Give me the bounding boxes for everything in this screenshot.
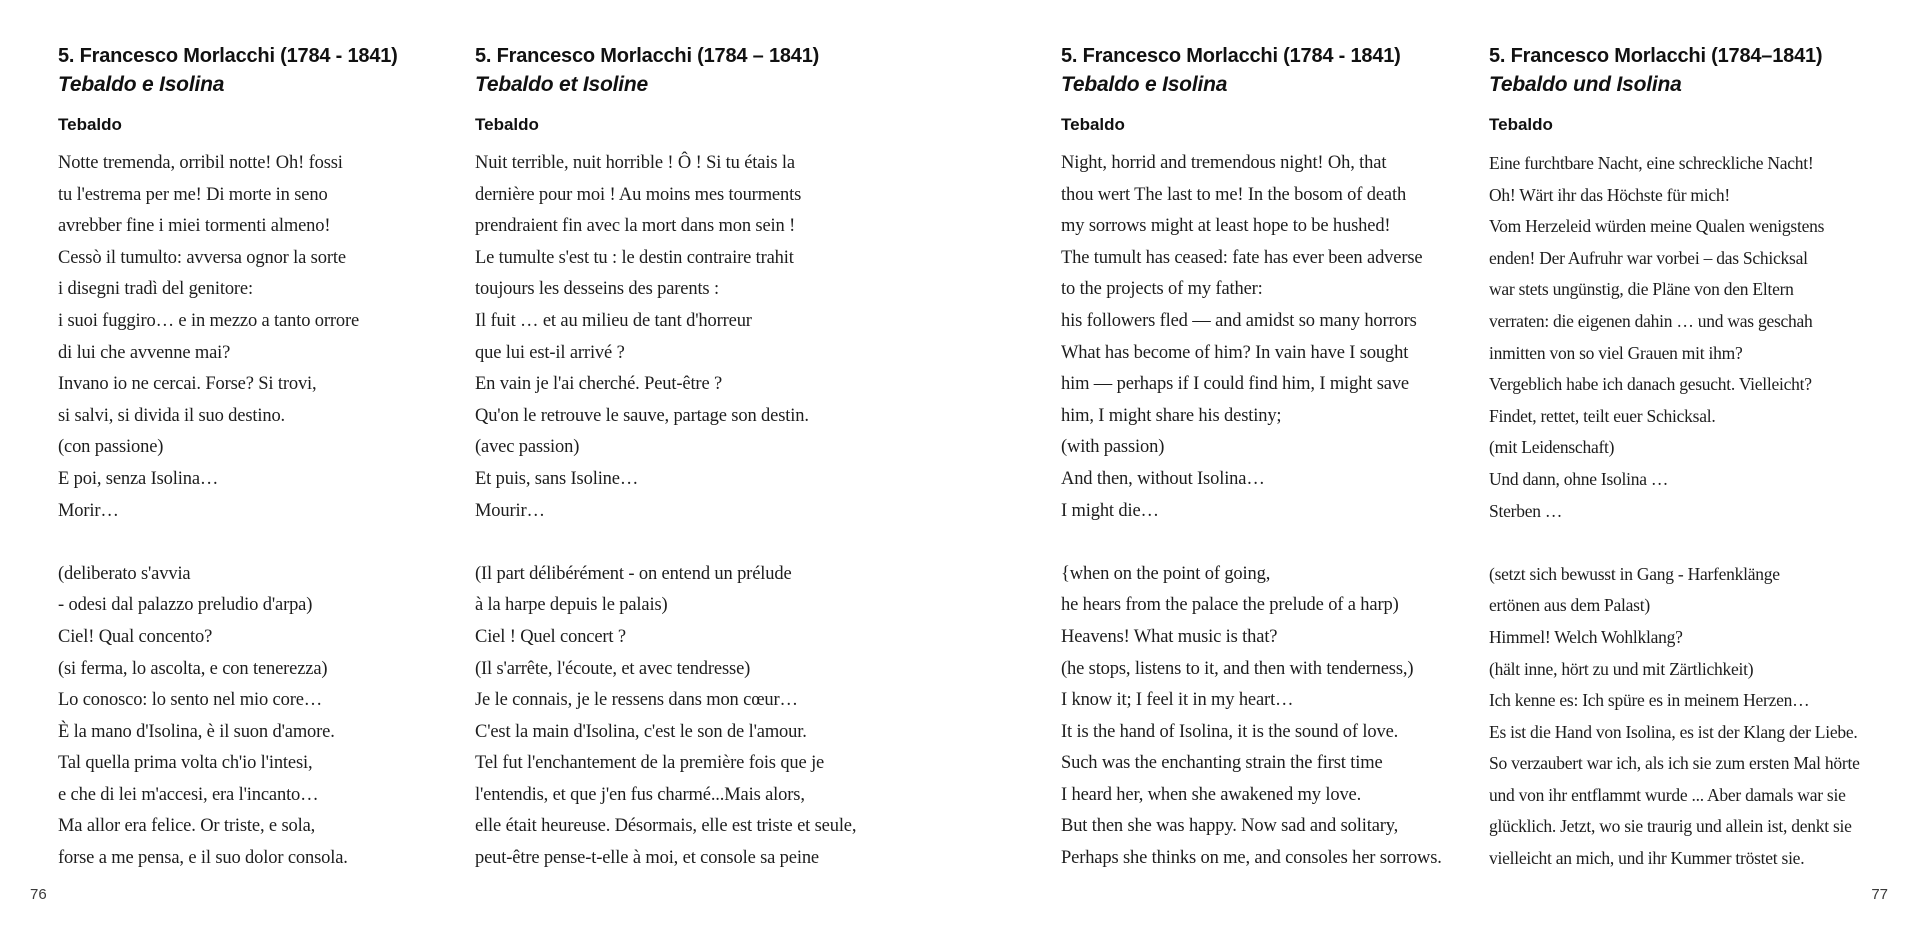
verse-line: i suoi fuggiro… e in mezzo a tanto orrore xyxy=(58,310,360,331)
composer-heading: 5. Francesco Morlacchi (1784 – 1841) xyxy=(475,45,820,67)
verse-line: (setzt sich bewusst in Gang - Harfenklänge xyxy=(1489,563,1780,584)
verse-line: forse a me pensa, e il suo dolor consola. xyxy=(58,848,348,869)
verse-line: he hears from the palace the prelude of a harp) xyxy=(1061,595,1399,616)
verse-line: si salvi, si divida il suo destino. xyxy=(58,405,286,426)
verse-line: di lui che avvenne mai? xyxy=(58,342,231,363)
stanza-spacer xyxy=(475,527,1061,559)
verse-line: my sorrows might at least hope to be hushed! xyxy=(1061,216,1391,237)
page-number-left: 76 xyxy=(30,886,47,903)
work-title: Tebaldo und Isolina xyxy=(1489,73,1682,96)
verse-line: Such was the enchanting strain the first time xyxy=(1061,753,1383,774)
verse-line: Findet, rettet, teilt euer Schicksal. xyxy=(1489,405,1716,426)
verse-line: Je le connais, je le ressens dans mon cœur… xyxy=(475,690,798,711)
stanza-2 xyxy=(475,559,1061,875)
composer-heading: 5. Francesco Morlacchi (1784 - 1841) xyxy=(58,45,398,67)
character-name: Tebaldo xyxy=(475,115,539,134)
verse-line: (con passione) xyxy=(58,437,164,458)
verse-line: I might die… xyxy=(1061,500,1159,521)
verse-line: I know it; I feel it in my heart… xyxy=(1061,690,1294,711)
verse-line: Morir… xyxy=(58,500,119,521)
verse-line: Heavens! What music is that? xyxy=(1061,626,1278,647)
verse-line: prendraient fin avec la mort dans mon sein ! xyxy=(475,216,796,237)
verse-line: Nuit terrible, nuit horrible ! Ô ! Si tu étais la xyxy=(475,153,795,173)
verse-line: tu l'estrema per me! Di morte in seno xyxy=(58,184,328,205)
verse-line: avrebber fine i miei tormenti almeno! xyxy=(58,216,331,237)
verse-line: glücklich. Jetzt, wo sie traurig und allein ist, denkt sie xyxy=(1489,816,1852,837)
verse-line: Himmel! Welch Wohlklang? xyxy=(1489,626,1683,647)
verse-line: (avec passion) xyxy=(475,437,580,458)
character-name: Tebaldo xyxy=(1061,115,1125,134)
verse-line: Il fuit … et au milieu de tant d'horreur xyxy=(475,310,752,331)
verse-line: So verzaubert war ich, als ich sie zum ersten Mal hörte xyxy=(1489,753,1860,774)
libretto-column-italian xyxy=(58,42,475,875)
verse-line: to the projects of my father: xyxy=(1061,279,1263,300)
verse-line: verraten: die eigenen dahin … und was geschah xyxy=(1489,310,1813,331)
stanza-2 xyxy=(1489,559,1901,875)
verse-line: Vom Herzeleid würden meine Qualen wenigstens xyxy=(1489,216,1825,237)
verse-line: Ma allor era felice. Or triste, e sola, xyxy=(58,816,316,837)
verse-line: und von ihr entflammt wurde ... Aber damals war sie xyxy=(1489,784,1846,805)
verse-line: Tal quella prima volta ch'io l'intesi, xyxy=(58,753,313,774)
verse-line: - odesi dal palazzo preludio d'arpa) xyxy=(58,595,313,616)
composer-heading: 5. Francesco Morlacchi (1784–1841) xyxy=(1489,45,1823,67)
verse-line: Oh! Wärt ihr das Höchste für mich! xyxy=(1489,184,1730,205)
verse-line: What has become of him? In vain have I sought xyxy=(1061,342,1409,363)
verse-line: {when on the point of going, xyxy=(1061,563,1271,584)
stanza-2 xyxy=(1061,559,1489,875)
work-title: Tebaldo e Isolina xyxy=(1061,73,1228,96)
verse-line: dernière pour moi ! Au moins mes tourments xyxy=(475,184,802,205)
work-title: Tebaldo et Isoline xyxy=(475,73,648,96)
verse-line: Ciel ! Quel concert ? xyxy=(475,626,626,647)
verse-line: (Il s'arrête, l'écoute, et avec tendresse) xyxy=(475,658,751,679)
verse-line: E poi, senza Isolina… xyxy=(58,468,219,489)
stanza-2 xyxy=(58,559,475,875)
verse-line: l'entendis, et que j'en fus charmé...Mais alors, xyxy=(475,784,805,805)
verse-line: Und dann, ohne Isolina … xyxy=(1489,468,1669,489)
stanza-1 xyxy=(58,148,475,527)
character-name: Tebaldo xyxy=(58,115,122,134)
verse-line: i disegni tradì del genitore: xyxy=(58,279,253,300)
verse-line: Cessò il tumulto: avversa ognor la sorte xyxy=(58,247,346,268)
character-name: Tebaldo xyxy=(1489,115,1553,134)
verse-line: (si ferma, lo ascolta, e con tenerezza) xyxy=(58,658,328,679)
verse-line: enden! Der Aufruhr war vorbei – das Schicksal xyxy=(1489,247,1808,268)
stanza-spacer xyxy=(1489,527,1901,559)
verse-line: But then she was happy. Now sad and solitary, xyxy=(1061,816,1399,837)
verse-line: peut-être pense-t-elle à moi, et console sa peine xyxy=(475,848,819,869)
verse-line: Ich kenne es: Ich spüre es in meinem Herzen… xyxy=(1489,690,1810,711)
verse-line: vielleicht an mich, und ihr Kummer tröstet sie. xyxy=(1489,848,1805,869)
verse-line: Ciel! Qual concento? xyxy=(58,626,213,647)
verse-line: Notte tremenda, orribil notte! Oh! fossi xyxy=(58,153,343,173)
stanza-spacer xyxy=(1061,527,1489,559)
stanza-1 xyxy=(1061,148,1489,527)
verse-line: Le tumulte s'est tu : le destin contraire trahit xyxy=(475,247,794,268)
verse-line: The tumult has ceased: fate has ever been adverse xyxy=(1061,247,1423,268)
verse-line: It is the hand of Isolina, it is the sound of love. xyxy=(1061,721,1399,742)
verse-line: que lui est-il arrivé ? xyxy=(475,342,625,363)
verse-line: Night, horrid and tremendous night! Oh, that xyxy=(1061,153,1387,173)
verse-line: Perhaps she thinks on me, and consoles her sorrows. xyxy=(1061,848,1442,869)
verse-line: Et puis, sans Isoline… xyxy=(475,468,639,489)
stanza-spacer xyxy=(58,527,475,559)
libretto-column-english xyxy=(1061,42,1489,875)
verse-line: Tel fut l'enchantement de la première fois que je xyxy=(475,753,825,774)
verse-line: war stets ungünstig, die Pläne von den Eltern xyxy=(1489,279,1794,300)
verse-line: I heard her, when she awakened my love. xyxy=(1061,784,1362,805)
verse-line: Lo conosco: lo sento nel mio core… xyxy=(58,690,323,711)
verse-line: toujours les desseins des parents : xyxy=(475,279,719,300)
verse-line: (Il part délibérément - on entend un prélude xyxy=(475,563,792,584)
verse-line: (he stops, listens to it, and then with tenderness,) xyxy=(1061,658,1414,679)
verse-line: En vain je l'ai cherché. Peut-être ? xyxy=(475,374,723,395)
verse-line: Invano io ne cercai. Forse? Si trovi, xyxy=(58,374,317,395)
verse-line: (with passion) xyxy=(1061,437,1165,458)
verse-line: thou wert The last to me! In the bosom of death xyxy=(1061,184,1407,205)
verse-line: And then, without Isolina… xyxy=(1061,468,1265,489)
verse-line: (hält inne, hört zu und mit Zärtlichkeit) xyxy=(1489,658,1754,679)
verse-line: à la harpe depuis le palais) xyxy=(475,595,668,616)
verse-line: e che di lei m'accesi, era l'incanto… xyxy=(58,784,319,805)
verse-line: ertönen aus dem Palast) xyxy=(1489,595,1650,616)
verse-line: inmitten von so viel Grauen mit ihm? xyxy=(1489,342,1743,363)
work-title: Tebaldo e Isolina xyxy=(58,73,225,96)
verse-line: Es ist die Hand von Isolina, es ist der Klang der Liebe. xyxy=(1489,721,1858,742)
libretto-column-french xyxy=(475,42,1061,875)
verse-line: Mourir… xyxy=(475,500,545,521)
verse-line: him, I might share his destiny; xyxy=(1061,405,1282,426)
verse-line: Eine furchtbare Nacht, eine schreckliche Nacht! xyxy=(1489,153,1814,173)
verse-line: C'est la main d'Isolina, c'est le son de l'amour. xyxy=(475,721,807,742)
verse-line: Sterben … xyxy=(1489,500,1563,521)
verse-line: È la mano d'Isolina, è il suon d'amore. xyxy=(58,721,335,742)
verse-line: Qu'on le retrouve le sauve, partage son destin. xyxy=(475,405,809,426)
composer-heading: 5. Francesco Morlacchi (1784 - 1841) xyxy=(1061,45,1401,67)
verse-line: Vergeblich habe ich danach gesucht. Vielleicht? xyxy=(1489,374,1812,395)
verse-line: him — perhaps if I could find him, I might save xyxy=(1061,374,1409,395)
libretto-column-german xyxy=(1489,42,1901,875)
verse-line: elle était heureuse. Désormais, elle est triste et seule, xyxy=(475,816,857,837)
stanza-1 xyxy=(475,148,1061,527)
page-number-right: 77 xyxy=(1871,886,1888,903)
verse-line: (mit Leidenschaft) xyxy=(1489,437,1615,458)
verse-line: his followers fled — and amidst so many horrors xyxy=(1061,310,1417,331)
stanza-1 xyxy=(1489,148,1901,527)
verse-line: (deliberato s'avvia xyxy=(58,563,191,584)
